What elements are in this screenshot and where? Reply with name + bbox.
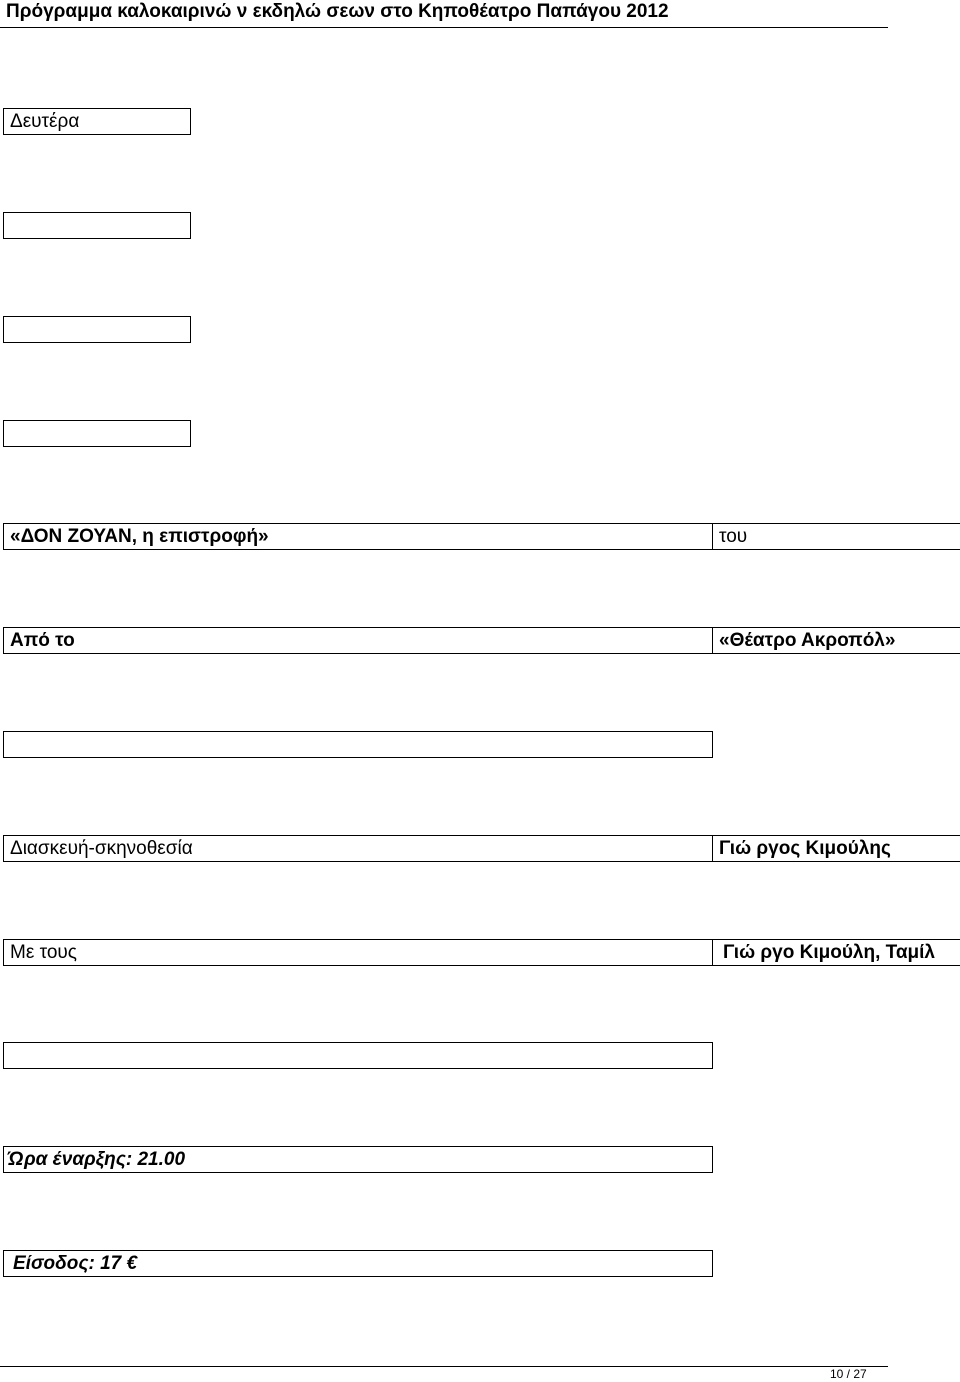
empty-field-1 [3,212,191,239]
empty-field-4 [3,731,713,758]
day-field: Δευτέρα [3,108,191,135]
page-title: Πρόγραμμα καλοκαιρινώ ν εκδηλώ σεων στο Κηποθέατρο Παπάγου 2012 [6,1,669,22]
from-label-field: Από το [3,627,713,654]
show-title-field: «ΔΟΝ ΖΟΥΑΝ, η επιστροφή» [3,523,713,550]
entry-price-field: Είσοδος: 17 € [3,1250,713,1277]
show-title-suffix-field: του [712,523,960,550]
from-value-field: «Θέατρο Ακροπόλ» [712,627,960,654]
empty-field-5 [3,1042,713,1069]
start-time-field: Ώρα έναρξης: 21.00 [3,1146,713,1173]
header-divider [0,27,888,28]
cast-value-field: Γιώ ργο Κιμούλη, Ταμίλ [712,939,960,966]
page-number: 10 / 27 [830,1367,867,1381]
direction-label-field: Διασκευή-σκηνοθεσία [3,835,713,862]
direction-value-field: Γιώ ργος Κιμούλης [712,835,960,862]
empty-field-2 [3,316,191,343]
empty-field-3 [3,420,191,447]
cast-label-field: Με τους [3,939,713,966]
footer-divider [0,1366,888,1367]
